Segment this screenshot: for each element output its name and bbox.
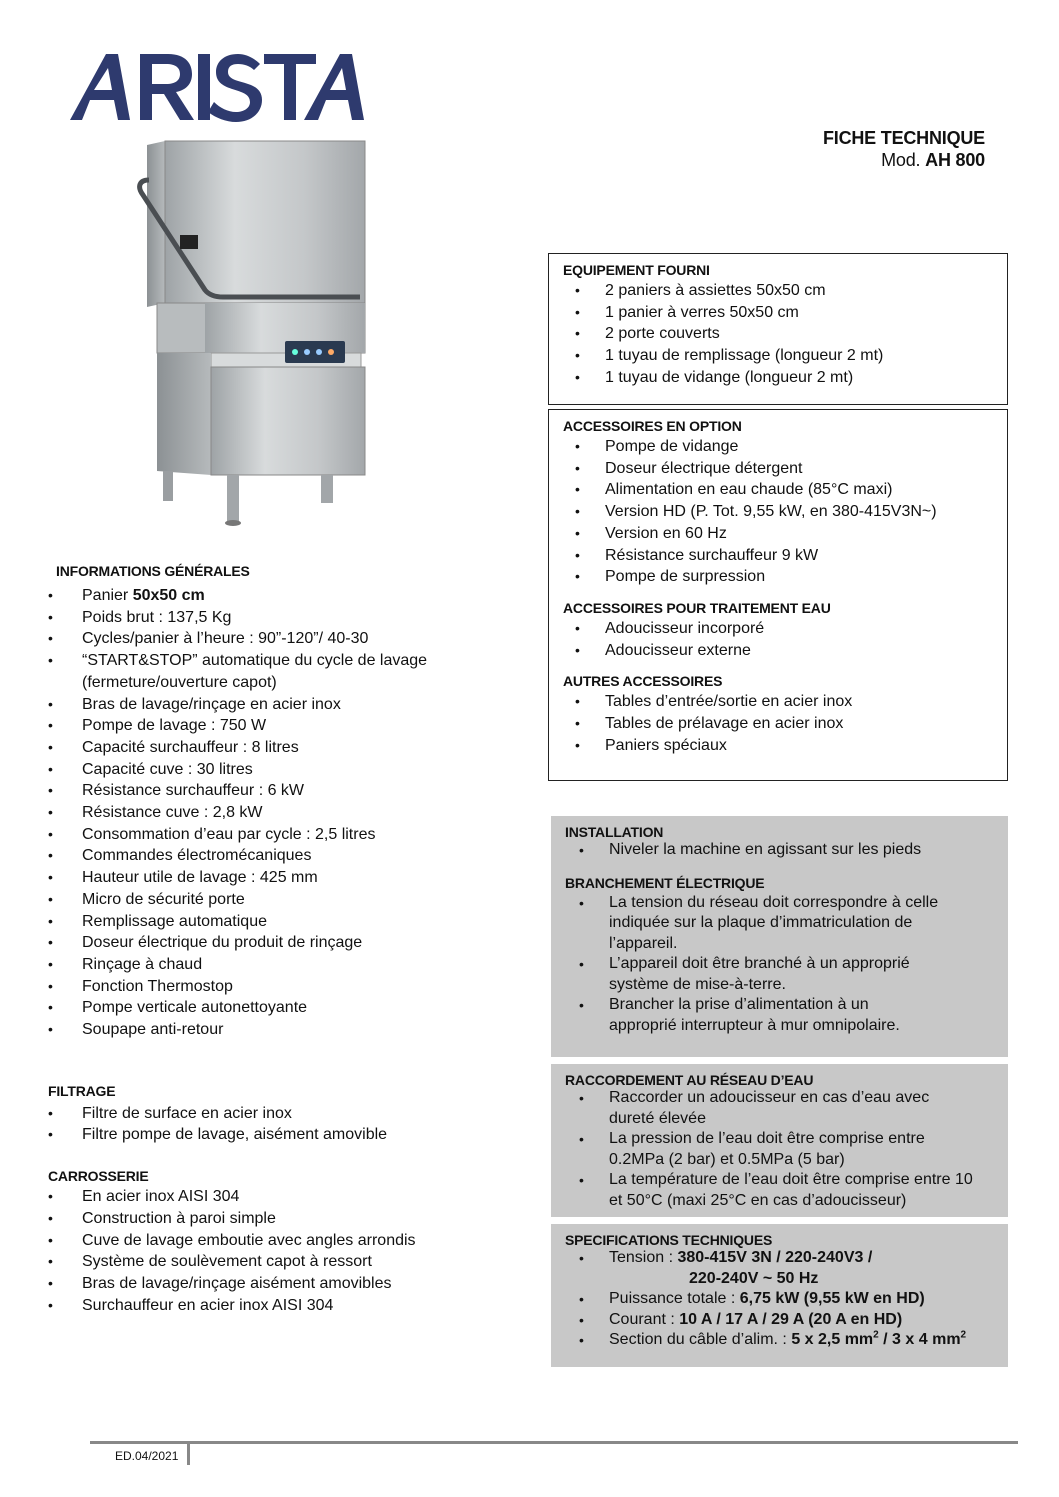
list-item: • Hauteur utile de lavage : 425 mm — [42, 867, 502, 889]
document-title: FICHE TECHNIQUE — [822, 128, 985, 148]
carrosserie-list — [42, 1186, 502, 1316]
options-title: ACCESSOIRES EN OPTION — [563, 418, 742, 434]
footer-tick — [187, 1441, 190, 1465]
spec-tension: • Tension : 380-415V 3N / 220-240V3 / 220-240V ~ 50 Hz — [565, 1248, 1008, 1289]
edition-label: ED.04/2021 — [115, 1449, 179, 1463]
general-info-list — [42, 585, 502, 1041]
list-item: • La tension du réseau doit correspondre à celle indiquée sur la plaque d’immatriculation de l’appareil. — [565, 893, 1008, 955]
list-item: • Résistance surchauffeur : 6 kW — [42, 780, 502, 802]
list-item: • Adoucisseur externe — [563, 640, 1007, 662]
model-name: AH 800 — [925, 150, 985, 170]
list-item: • Construction à paroi simple — [42, 1208, 502, 1230]
list-item: • La température de l’eau doit être comprise entre 10 et 50°C (maxi 25°C en cas d’adoucisseur) — [565, 1170, 1008, 1211]
list-item: • Commandes électromécaniques — [42, 845, 502, 867]
list-item: • Surchauffeur en acier inox AISI 304 — [42, 1295, 502, 1317]
list-item: • Paniers spéciaux — [563, 735, 1007, 757]
left-column — [42, 563, 502, 1316]
list-item: • Remplissage automatique — [42, 911, 502, 933]
water-connection-list — [565, 1088, 1008, 1211]
list-item: • Bras de lavage/rinçage en acier inox — [42, 694, 502, 716]
list-item: • Niveler la machine en agissant sur les pieds — [565, 840, 1008, 861]
general-info-title: INFORMATIONS GÉNÉRALES — [56, 563, 250, 579]
list-item: • Capacité cuve : 30 litres — [42, 759, 502, 781]
filtrage-list — [42, 1103, 502, 1146]
installation-list — [565, 840, 1008, 861]
list-item: • Bras de lavage/rinçage aisément amovibles — [42, 1273, 502, 1295]
list-item: • Tables d’entrée/sortie en acier inox — [563, 691, 1007, 713]
list-item: • Cycles/panier à l’heure : 90”-120”/ 40-30 — [42, 628, 502, 650]
specs-list — [565, 1248, 1008, 1351]
aristarco-logo — [68, 48, 398, 126]
list-item: • La pression de l’eau doit être comprise entre 0.2MPa (2 bar) et 0.5MPa (5 bar) — [565, 1129, 1008, 1170]
list-item: • Pompe verticale autonettoyante — [42, 997, 502, 1019]
list-item: • 1 panier à verres 50x50 cm — [563, 302, 1007, 324]
water-connection-box — [551, 1064, 1008, 1217]
list-item: • Résistance surchauffeur 9 kW — [563, 545, 1007, 567]
specs-box — [551, 1224, 1008, 1367]
other-accessories-list — [563, 691, 1007, 756]
list-item: • 1 tuyau de remplissage (longueur 2 mt) — [563, 345, 1007, 367]
list-item: • Pompe de lavage : 750 W — [42, 715, 502, 737]
list-item: • Version HD (P. Tot. 9,55 kW, en 380-415V3N~) — [563, 501, 1007, 523]
list-item: • L’appareil doit être branché à un approprié système de mise-à-terre. — [565, 954, 1008, 995]
list-item: • Alimentation en eau chaude (85°C maxi) — [563, 479, 1007, 501]
other-accessories-title: AUTRES ACCESSOIRES — [563, 673, 723, 690]
list-item: • Filtre pompe de lavage, aisément amovible — [42, 1124, 502, 1146]
list-item: • Micro de sécurité porte — [42, 889, 502, 911]
list-item: • En acier inox AISI 304 — [42, 1186, 502, 1208]
installation-title: INSTALLATION — [565, 824, 664, 840]
equipment-box — [548, 253, 1008, 405]
electrical-title: BRANCHEMENT ÉLECTRIQUE — [565, 874, 765, 891]
list-item: • Résistance cuve : 2,8 kW — [42, 802, 502, 824]
list-item: • Rinçage à chaud — [42, 954, 502, 976]
list-item: • Doseur électrique détergent — [563, 458, 1007, 480]
equipment-title: EQUIPEMENT FOURNI — [563, 262, 710, 278]
list-item: • Capacité surchauffeur : 8 litres — [42, 737, 502, 759]
list-item: • Raccorder un adoucisseur en cas d’eau avec dureté élevée — [565, 1088, 1008, 1129]
model-prefix: Mod. — [881, 150, 921, 170]
installation-box — [551, 816, 1008, 1057]
list-item: • Filtre de surface en acier inox — [42, 1103, 502, 1125]
electrical-list — [565, 893, 1008, 1037]
list-item: • Tables de prélavage en acier inox — [563, 713, 1007, 735]
list-item: • Fonction Thermostop — [42, 976, 502, 998]
list-item: • Pompe de surpression — [563, 566, 1007, 588]
list-item: • 2 paniers à assiettes 50x50 cm — [563, 280, 1007, 302]
list-item: • Cuve de lavage emboutie avec angles arrondis — [42, 1230, 502, 1252]
list-item: • Consommation d’eau par cycle : 2,5 litres — [42, 824, 502, 846]
list-item: • Adoucisseur incorporé — [563, 618, 1007, 640]
list-item: • “START&STOP” automatique du cycle de lavage (fermeture/ouverture capot) — [42, 650, 502, 693]
spec-cable: • Section du câble d’alim. : 5 x 2,5 $mm^2 / 3$ x 4 $mm^2$ — [565, 1330, 1008, 1351]
options-list — [563, 436, 1007, 588]
document-header — [823, 127, 985, 171]
list-item: • Version en 60 Hz — [563, 523, 1007, 545]
specs-title: SPECIFICATIONS TECHNIQUES — [565, 1232, 773, 1248]
spec-current: • Courant : 10 A / 17 A / 29 A (20 A en HD) — [565, 1310, 1008, 1331]
carrosserie-title: CARROSSERIE — [48, 1168, 149, 1185]
list-item: • 2 porte couverts — [563, 323, 1007, 345]
list-item: • Brancher la prise d’alimentation à un approprié interrupteur à mur omnipolaire. — [565, 995, 1008, 1036]
accessories-box — [548, 409, 1008, 781]
list-item: • Pompe de vidange — [563, 436, 1007, 458]
list-item: • Poids brut : 137,5 Kg — [42, 607, 502, 629]
footer-rule — [90, 1441, 1018, 1444]
list-item: • Doseur électrique du produit de rinçage — [42, 932, 502, 954]
list-item: • 1 tuyau de vidange (longueur 2 mt) — [563, 367, 1007, 389]
list-item: • Soupape anti-retour — [42, 1019, 502, 1041]
dishwasher-image — [135, 135, 375, 530]
equipment-list — [563, 280, 1007, 389]
list-item: • Système de soulèvement capot à ressort — [42, 1251, 502, 1273]
water-treatment-title: ACCESSOIRES POUR TRAITEMENT EAU — [563, 599, 831, 616]
water-connection-title: RACCORDEMENT AU RÉSEAU D’EAU — [565, 1072, 814, 1088]
filtrage-title: FILTRAGE — [48, 1082, 116, 1099]
list-item: • Panier 50x50 cm — [42, 585, 502, 607]
water-treatment-list — [563, 618, 1007, 661]
spec-power: • Puissance totale : 6,75 kW (9,55 kW en HD) — [565, 1289, 1008, 1310]
